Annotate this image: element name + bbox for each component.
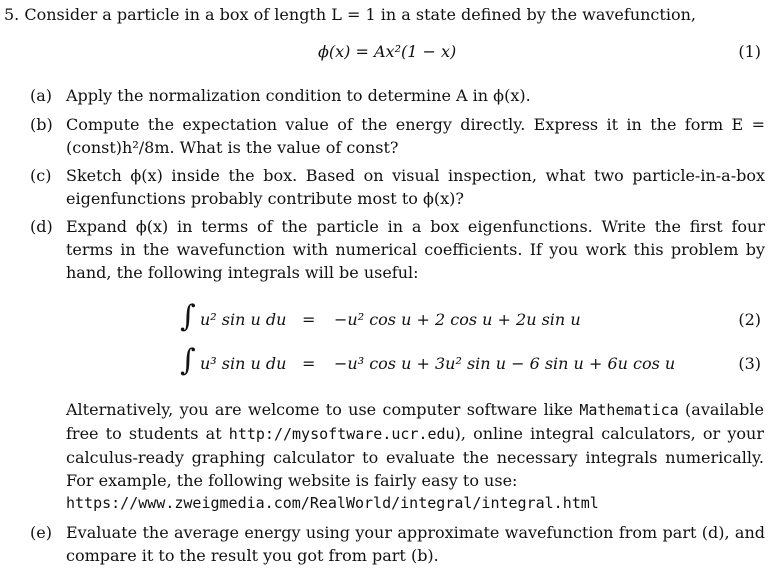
problem-intro: 5. Consider a particle in a box of length L = 1 in a state defined by the wavefunction,	[4, 5, 696, 24]
alternative-text-end: ), online integral calculators, or your calculus-ready graphing calculator to evaluate the necessary integrals numerically. For example, the following website is fairly easy to use:	[66, 424, 764, 490]
integral-equation-3	[0, 343, 781, 380]
part-b-text: Compute the expectation value of the energy directly. Express it in the form E = (const)h²/8m. What is the value of const?	[66, 115, 765, 157]
part-d	[30, 215, 765, 284]
alternative-text-middle: (available free to students at	[66, 400, 764, 443]
part-b-label: (b)	[30, 115, 53, 134]
alternative-paragraph	[66, 398, 764, 492]
integral-sign: ∫	[180, 299, 196, 334]
integral-2-lhs: u² sin u du	[200, 310, 287, 329]
integral-website-link[interactable]: https://www.zweigmedia.com/RealWorld/integral/integral.html	[66, 494, 599, 512]
equation-1-expression: ϕ(x) = Ax²(1 − x)	[318, 42, 457, 61]
part-e-label: (e)	[30, 523, 52, 542]
integral-2-equals: =	[302, 310, 316, 329]
integral-3-rhs: −u³ cos u + 3u² sin u − 6 sin u + 6u cos u	[334, 354, 676, 373]
part-c-text: Sketch ϕ(x) inside the box. Based on visual inspection, what two particle-in-a-box eigenfunctions probably contribute most to ϕ(x)?	[66, 166, 765, 208]
part-c	[30, 164, 765, 210]
integral-equation-2	[0, 299, 781, 336]
mathematica-software: Mathematica	[579, 401, 679, 419]
part-c-label: (c)	[30, 166, 52, 185]
part-e-text: Evaluate the average energy using your approximate wavefunction from part (d), and compare it to the result you got from part (b).	[66, 523, 765, 565]
integral-2-number: (2)	[738, 310, 761, 329]
part-a-text: Apply the normalization condition to determine A in ϕ(x).	[66, 86, 531, 105]
part-a	[30, 84, 765, 107]
integral-sign: ∫	[180, 343, 196, 378]
part-d-label: (d)	[30, 217, 53, 236]
integral-2-rhs: −u² cos u + 2 cos u + 2u sin u	[334, 310, 581, 329]
part-a-label: (a)	[30, 86, 53, 105]
part-e	[30, 521, 765, 567]
part-d-text: Expand ϕ(x) in terms of the particle in a box eigenfunctions. Write the first four terms in the wavefunction with numerical coefficients. If you work this problem by hand, the following integrals will be useful:	[66, 217, 765, 282]
integral-3-equals: =	[302, 354, 316, 373]
part-b	[30, 113, 765, 159]
integral-3-number: (3)	[738, 354, 761, 373]
equation-1-number: (1)	[738, 42, 761, 61]
integral-3-lhs: u³ sin u du	[200, 354, 287, 373]
alternative-text-start: Alternatively, you are welcome to use computer software like	[66, 400, 580, 419]
mysoftware-link[interactable]: http://mysoftware.ucr.edu	[228, 425, 455, 443]
